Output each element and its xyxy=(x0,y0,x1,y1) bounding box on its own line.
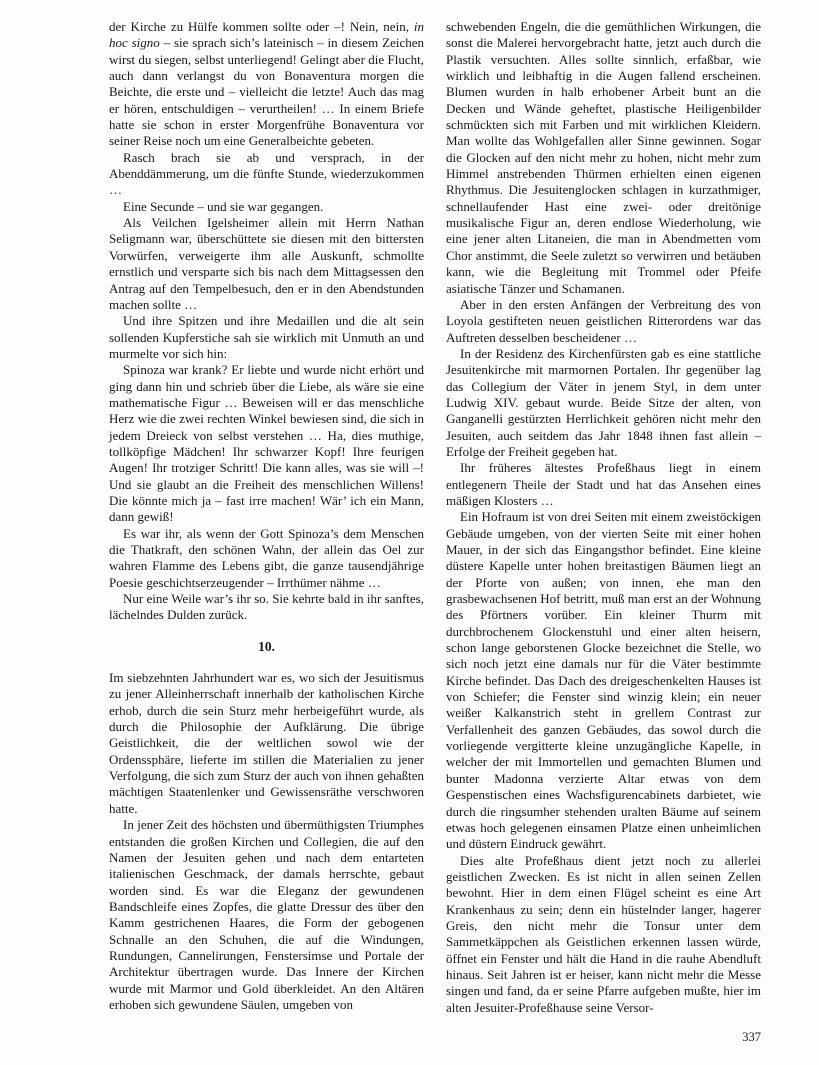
paragraph-text: der Kirche zu Hülfe kommen sollte oder –! Nein, nein, xyxy=(109,19,414,34)
paragraph: Es war ihr, als wenn der Gott Spinoza’s dem Menschen die Thatkraft, den schönen Wahn, der allein das Oel zur wahren Flamme des Lebens gibt, die ganze tausendjährige Poesie geschichtserzeugender – Irrthümer nähme … xyxy=(109,525,424,590)
latin-phrase: in hoc signo xyxy=(109,19,424,51)
right-column xyxy=(446,19,761,1016)
paragraph: Ein Hofraum ist von drei Seiten mit einem zweistöckigen Gebäude umgeben, von der vierten Seite mit einer hohen Mauer, in der sich das Eingangsthor befindet. Eine kleine düstere Kapelle unter hohen breitastigen Bäumen liegt an der Pforte von außen; von innen, ehe man den grasbewachsenen Hof betritt, muß man erst an der Wohnung des Pförtners vorüber. Ein kleiner Thurm mit durchbrochenem Glockenstuhl und einer alten heisern, schon lange geborstenen Glocke bezeichnet die Stelle, wo sich noch jetzt eine damals nur für die Väter bestimmte Kirche befindet. Das Dach des dreigeschenkelten Hauses ist von Schiefer; die Fenster sind winzig klein; ein neuer weißer Kalkanstrich steht in grellem Contrast zur Verfallenheit des ganzen Gebäudes, das sowol durch die vorliegende vergitterte kleine unzugängliche Kapelle, in welcher der mit Immortellen und gemachten Blumen und bunter Madonna verzierte Altar etwas von dem Gespenstischen eines Wachsfigurencabinets darbietet, wie durch die ringsumher stehenden uralten Bäume auf seinem etwas hoch gelegenen einsamen Platze einen unheimlichen und düstern Eindruck gewährt. xyxy=(446,509,761,852)
paragraph: Rasch brach sie ab und versprach, in der Abenddämmerung, um die fünfte Stunde, wiederzukommen … xyxy=(109,149,424,198)
text-block xyxy=(109,19,761,1016)
page-number: 337 xyxy=(742,1030,761,1044)
paragraph: Nur eine Weile war’s ihr so. Sie kehrte bald in ihr sanftes, lächelndes Dulden zurück. xyxy=(109,591,424,623)
paragraph: Dies alte Profeßhaus dient jetzt noch zu allerlei geistlichen Zwecken. Es ist nicht in allen seinen Zellen bewohnt. Hier in dem einen Flügel scheint es eine Art Krankenhaus zu sein; denn ein hüstelnder langer, hagerer Greis, den nicht mehr die Tonsur unter dem Sammetkäppchen als Geistlichen erkennen lassen würde, öffnet ein Fenster und hält die Hand in die rauhe Abendluft hinaus. Seit Jahren ist er heiser, kann nicht mehr die Messe singen und fand, da er seine Pfarre aufgeben mußte, hier im alten Jesuiter-Profeßhause seine Versor- xyxy=(446,852,761,1015)
paragraph-text: – sie sprach sich’s lateinisch – in diesem Zeichen wirst du siegen, selbst unterliegend! Gelingt aber die Flucht, auch dann verlangst du von Bonaventura morgen die Beichte, die erste und – vielleicht die letzte! Auch das mag er hören, entschuldigen – verurtheilen! … In einem Briefe hatte sie schon in erster Morgenfrühe Bonaventura vor seiner Reise noch um eine Generalbeichte gebeten. xyxy=(109,35,424,149)
section-heading: 10. xyxy=(258,638,275,654)
paragraph: Und ihre Spitzen und ihre Medaillen und die alt sein sollenden Kupferstiche sah sie wirklich mit Unmuth an und murmelte vor sich hin: xyxy=(109,313,424,361)
paragraph: In der Residenz des Kirchenfürsten gab es eine stattliche Jesuitenkirche mit marmornen Portalen. Ihr gegenüber lag das Collegium der Väter in jenem Styl, in dem unter Ludwig XIV. gebaut wurde. Beide Sitze der alten, von Ganganelli gestürzten Herrlichkeit gehören nicht mehr den Jesuiten, auch seitdem das Jahr 1848 ihnen fast allein – Erfolge der Freiheit gegeben hat. xyxy=(446,345,761,459)
paragraph: Aber in den ersten Anfängen der Verbreitung des von Loyola gestifteten neuen geistlichen Ritterordens war das Auftreten desselben bescheidener … xyxy=(446,296,761,345)
paragraph-continuation xyxy=(109,19,424,150)
paragraph: Im siebzehnten Jahrhundert war es, wo sich der Jesuitismus zu jener Alleinherrschaft innerhalb der katholischen Kirche erhob, durch die sein Sturz mehr herbeigeführt wurde, als durch die Philosophie der Aufklärung. Die übrige Geistlichkeit, die der weltlichen sowol wie der Ordenssphäre, lieferte im stillen die Materialien zu jener Verfolgung, die sich zum Sturz der auch von ihnen gehaßten mächtigen Staatenlenker und Gewissensräthe verschworen hatte. xyxy=(109,670,424,816)
paragraph: In jener Zeit des höchsten und übermüthigsten Triumphes entstanden die großen Kirchen und Collegien, die auf den Namen der Jesuiten gehen und nach dem entarteten italienischen Geschmack, der damals herrschte, gebaut worden sind. Es war die Eleganz der gewundenen Bandschleife eines Zopfes, die glatte Dressur des über den Kamm gestrichenen Haares, die Form der gebogenen Schnalle an den Schuhen, die auf die Windungen, Rundungen, Cannelirungen, Fenstersimse und Portale der Architektur übertragen wurde. Das Innere der Kirchen wurde mit Marmor und Gold überkleidet. An den Altären erhoben sich gewundene Säulen, umgeben von xyxy=(109,817,424,1012)
paragraph-continuation: schwebenden Engeln, die die gemüthlichen Wirkungen, die sonst die Malerei hervorgebracht hatte, jetzt auch durch die Plastik versuchten. Alles sollte sinnlich, erfaßbar, wie wirklich und leibhaftig in die Augen fallend erscheinen. Blumen wurden in halb erhobener Arbeit bunt an die Decken und Wände geheftet, plastische Heiligenbilder schmückten sich mit Farben und mit wirklichen Kleidern. Man wollte das Wohlgefallen aller Sinne gewinnen. Sogar die Glocken auf den nicht mehr zu hohen, nicht mehr zum Himmel anstrebenden Thürmen erhielten einen eigenen Rhythmus. Die Jesuitenglocken schlagen in kurzathmiger, schnellaufender Hast eine zwei- oder dreitönige musikalische Figur an, deren endlose Wiederholung, wie eine jener alten Litaneien, die man in Abendmetten vom Chor anstimmt, die Seele zuletzt so verwirren und betäuben kann, wie die Begleitung mit Trommel oder Pfeife asiatische Tänzer und Schamanen. xyxy=(446,19,761,296)
paragraph: Ihr früheres ältestes Profeßhaus liegt in einem entlegenern Theile der Stadt und hat das Ansehen eines mäßigen Klosters … xyxy=(446,460,761,508)
paragraph: Eine Secunde – und sie war gegangen. xyxy=(123,198,324,214)
left-column xyxy=(109,19,424,1016)
paragraph: Spinoza war krank? Er liebte und wurde nicht erhört und ging dann hin und schrieb über die Liebe, als wäre sie eine mathematische Figur … Beweisen will er das menschliche Herz wie die zwei rechten Winkel bewiesen sind, die sich in jedem Dreieck von selbst verstehen … Ha, dies muthige, tollköpfige Mädchen! Ihr schwarzer Kopf! Ihre feurigen Augen! Ihr trotziger Schritt! Die kann alles, was sie will –! Und sie glaubt an die Freiheit des menschlichen Willens! Die könnte mich ja – fast irre machen! Wär’ ich ein Mann, dann gewiß! xyxy=(109,362,424,525)
paragraph: Als Veilchen Igelsheimer allein mit Herrn Nathan Seligmann war, überschüttete sie diesen mit den bittersten Vorwürfen, verweigerte ihm alle Auskunft, schmollte ernstlich und versparte sich bis nach dem Mittagsessen den Antrag auf den Tempelbesuch, den er in den Abendstunden machen sollte … xyxy=(109,215,424,312)
